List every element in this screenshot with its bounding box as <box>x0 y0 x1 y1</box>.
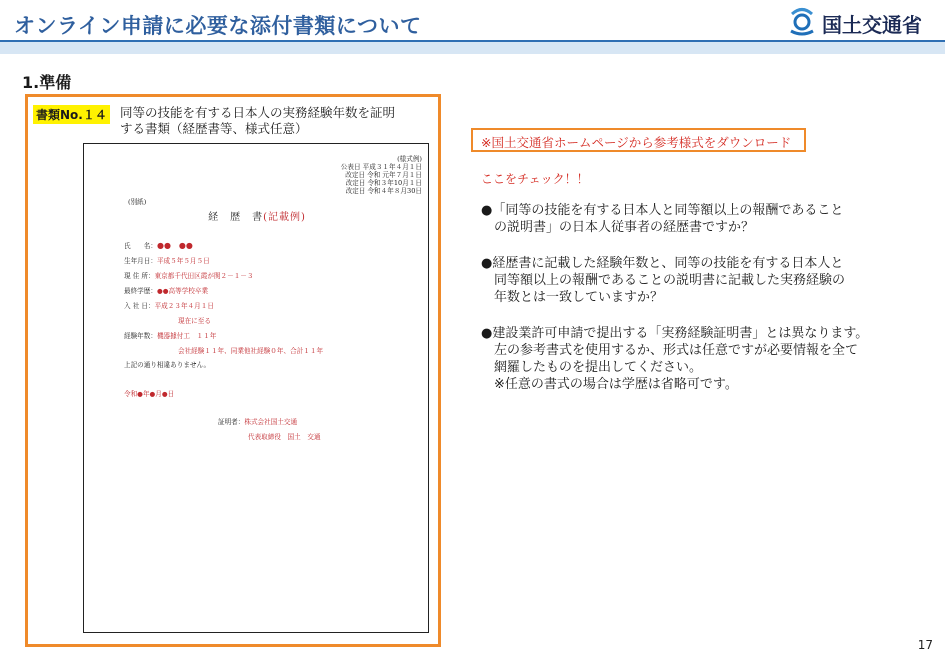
document-description-line: する書類（経歴書等、様式任意） <box>120 121 308 136</box>
checklist-item-line: ●経歴書に記載した経験年数と、同等の技能を有する日本人と <box>481 256 844 271</box>
checklist-item <box>481 255 845 306</box>
sample-date-line: 公表日 平成３１年４月１日 <box>340 163 422 171</box>
sample-date-line: 改定日 令和４年８月30日 <box>345 187 422 195</box>
sample-row-label: 最終学歴： <box>124 287 157 295</box>
sample-dates <box>312 155 422 195</box>
logo-text: 国土交通省 <box>822 12 922 37</box>
sample-date: 令和●年●月●日 <box>124 390 175 398</box>
logo <box>788 6 922 40</box>
slide-title: オンライン申請に必要な添付書類について <box>14 14 422 38</box>
sample-row-value: ●●高等学校卒業 <box>156 287 209 295</box>
sample-row-value: ●● ●● <box>156 241 193 250</box>
sample-certifier-label: 証明者： <box>218 418 245 426</box>
section-heading: 1.準備 <box>22 73 72 92</box>
sample-form-label: (別紙) <box>128 198 147 206</box>
checklist-item-line: 網羅したものを提出してください。 <box>481 360 703 375</box>
sample-row <box>124 300 214 310</box>
sample-row-value: 平成２３年４月１日 <box>154 302 214 310</box>
sample-to-present: 現在に至る <box>178 317 211 325</box>
sample-row <box>124 240 193 251</box>
sample-experience <box>124 330 216 340</box>
sample-row-label: 現 住 所： <box>124 272 155 280</box>
mlit-logo-icon <box>788 6 816 40</box>
sample-certifier-name: 代表取締役 国土 交通 <box>248 433 321 441</box>
sample-form <box>83 143 429 633</box>
checklist-item-line: ※任意の書式の場合は学歴は省略可です。 <box>481 377 738 392</box>
header-bar <box>0 40 945 54</box>
sample-title-note: (記載例) <box>263 212 306 223</box>
sample-date-line: 改定日 令和 元年７月１日 <box>345 171 422 179</box>
sample-certifier <box>218 416 297 426</box>
document-badge: 書類No.１４ <box>33 105 110 124</box>
checklist-item-line: ●建設業許可申請で提出する「実務経験証明書」とは異なります。 <box>481 326 869 341</box>
document-description <box>120 105 420 137</box>
document-description-line: 同等の技能を有する日本人の実務経験年数を証明 <box>120 105 396 120</box>
sample-experience-detail: 会社経験１１年、同業他社経験０年、合計１１年 <box>178 347 324 355</box>
checklist-item <box>481 325 868 393</box>
download-notice: ※国土交通省ホームページから参考様式をダウンロード <box>471 128 806 152</box>
check-heading: ここをチェック！！ <box>481 172 589 186</box>
sample-statement: 上記の通り相違ありません。 <box>124 361 211 369</box>
document-panel <box>25 94 441 647</box>
sample-certifier-company: 株式会社国土交通 <box>244 418 298 426</box>
sample-title <box>84 208 430 223</box>
sample-row <box>124 255 210 265</box>
checklist-item-line: 年数とは一致していますか？ <box>481 290 664 305</box>
checklist-item-line: の説明書」の日本人従事者の経歴書ですか？ <box>481 220 755 235</box>
sample-row-value: 平成５年５月５日 <box>156 257 210 265</box>
sample-row <box>124 285 208 295</box>
checklist-item <box>481 202 843 236</box>
checklist-item-line: ●「同等の技能を有する日本人と同等額以上の報酬であること <box>481 203 844 218</box>
sample-experience-value: 機器據付工 １１年 <box>156 332 217 340</box>
sample-row-value: 東京都千代田区霞が関２－１－３ <box>154 272 254 280</box>
sample-date-line: 改定日 令和３年10月１日 <box>345 179 422 187</box>
checklist-item-line: 同等額以上の報酬であることの説明書に記載した実務経験の <box>481 273 846 288</box>
sample-experience-label: 経験年数： <box>124 332 157 340</box>
sample-title-text: 経 歴 書 <box>208 212 264 223</box>
checklist-item-line: 左の参考書式を使用するか、形式は任意ですが必要情報を全て <box>481 343 859 358</box>
sample-row-label: 氏 名： <box>124 242 157 250</box>
sample-row-label: 入 社 日： <box>124 302 155 310</box>
page-number: 17 <box>917 638 933 652</box>
sample-style-label: (様式例) <box>397 155 422 163</box>
sample-row-label: 生年月日： <box>124 257 157 265</box>
sample-row <box>124 270 253 280</box>
